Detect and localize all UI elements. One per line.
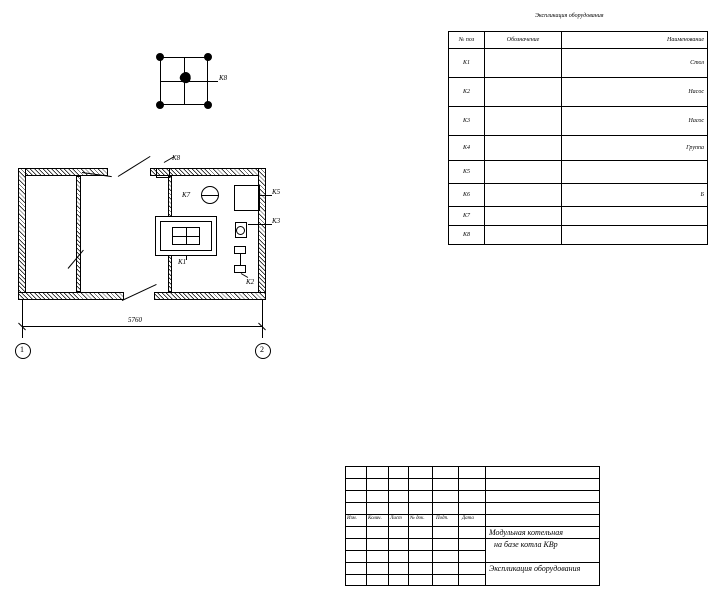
interior-partition	[76, 176, 81, 292]
table-row	[449, 136, 708, 161]
equipment-k3-rotor	[236, 226, 245, 235]
k7-bolt-tl	[156, 53, 164, 61]
k7-leader	[208, 81, 218, 82]
cell-name	[562, 161, 708, 184]
stamp-col-ndok: № док.	[410, 516, 425, 521]
table-row	[449, 226, 708, 245]
spec-table-caption: Экспликация оборудования	[535, 13, 604, 19]
cell-pos: K3	[449, 107, 485, 136]
axis-label-1: 1	[20, 345, 24, 354]
spec-col-pos: № поз	[449, 32, 485, 49]
table-row	[449, 78, 708, 107]
spec-col-name: Наименование	[562, 32, 708, 49]
stamp-title-line2: на базе котла КВр	[494, 540, 558, 549]
stamp-hline-6	[345, 538, 600, 539]
label-k7: K8	[219, 74, 228, 82]
table-row	[449, 49, 708, 78]
dim-ext-left	[22, 300, 23, 338]
label-k8: K8	[172, 154, 181, 162]
cell-desig	[484, 226, 561, 245]
stamp-col-podp: Подп.	[436, 516, 449, 521]
stamp-title-line1: Модульная котельная	[489, 528, 563, 537]
k6-cross-h	[201, 195, 219, 196]
stamp-title-line3: Экспликация оборудования	[489, 564, 581, 573]
door-swing-upper	[118, 156, 151, 177]
spec-table	[448, 31, 708, 245]
stamp-vline-3	[408, 466, 409, 586]
k7-bolt-bl	[156, 101, 164, 109]
stamp-vline-1	[366, 466, 367, 586]
axis-label-2: 2	[260, 345, 264, 354]
cell-desig	[484, 107, 561, 136]
stamp-vline-2	[388, 466, 389, 586]
cell-name: Стол	[562, 49, 708, 78]
cell-pos: K2	[449, 78, 485, 107]
spec-col-desig: Обозначение	[484, 32, 561, 49]
dimension-label: 5760	[128, 316, 142, 324]
stamp-hline-8	[345, 562, 600, 563]
stamp-hline-5	[345, 526, 600, 527]
table-header-row	[449, 32, 708, 49]
cell-pos: K7	[449, 207, 485, 226]
cell-name	[562, 226, 708, 245]
wall-left	[18, 168, 26, 300]
cell-desig	[484, 136, 561, 161]
stamp-hline-2	[345, 490, 600, 491]
table-row	[449, 184, 708, 207]
wall-bottom-right	[154, 292, 266, 300]
cell-pos: K8	[449, 226, 485, 245]
stamp-hline-3	[345, 502, 600, 503]
stamp-vline-6	[485, 466, 486, 586]
k2-leader	[241, 273, 248, 278]
k2-pipe	[240, 254, 241, 265]
dim-ext-right	[262, 300, 263, 338]
door-swing-bottom	[122, 284, 157, 301]
label-k1: K1	[178, 258, 187, 266]
cell-name: Группа	[562, 136, 708, 161]
cell-desig	[484, 161, 561, 184]
stamp-col-kolich: Колич.	[368, 516, 382, 521]
stamp-hline-1	[345, 478, 600, 479]
cell-name: Б	[562, 184, 708, 207]
table-row	[449, 161, 708, 184]
label-k2: K2	[246, 278, 255, 286]
stamp-vline-5	[458, 466, 459, 586]
cell-name: Насос	[562, 107, 708, 136]
cell-name: Наcос	[562, 78, 708, 107]
label-k5: K5	[272, 188, 281, 196]
cell-pos: K1	[449, 49, 485, 78]
k5-leader	[260, 195, 272, 196]
stamp-col-izm: Изм.	[347, 516, 357, 521]
cell-pos: K5	[449, 161, 485, 184]
stamp-hline-4	[345, 514, 600, 515]
stamp-vline-4	[432, 466, 433, 586]
cell-desig	[484, 78, 561, 107]
label-k6: K7	[182, 191, 191, 199]
k1-detail-line-2	[186, 227, 187, 245]
cell-desig	[484, 184, 561, 207]
cell-desig	[484, 49, 561, 78]
equipment-k2-pump-upper	[234, 246, 246, 254]
wall-bottom-left	[18, 292, 124, 300]
k3-leader	[248, 224, 272, 225]
stamp-col-list: Лист	[390, 516, 402, 521]
cell-desig	[484, 207, 561, 226]
stamp-col-data: Дата	[462, 516, 474, 521]
table-row	[449, 207, 708, 226]
k7-bolt-br	[204, 101, 212, 109]
dimension-line	[22, 326, 262, 327]
equipment-k5-box	[234, 185, 260, 211]
k7-bolt-tr	[204, 53, 212, 61]
cell-pos: K4	[449, 136, 485, 161]
equipment-k2-pump-lower	[234, 265, 246, 273]
cell-pos: K6	[449, 184, 485, 207]
table-row	[449, 107, 708, 136]
k1-leader	[186, 256, 187, 260]
equipment-k8-box	[156, 168, 170, 178]
label-k3: K3	[272, 217, 281, 225]
cell-name	[562, 207, 708, 226]
